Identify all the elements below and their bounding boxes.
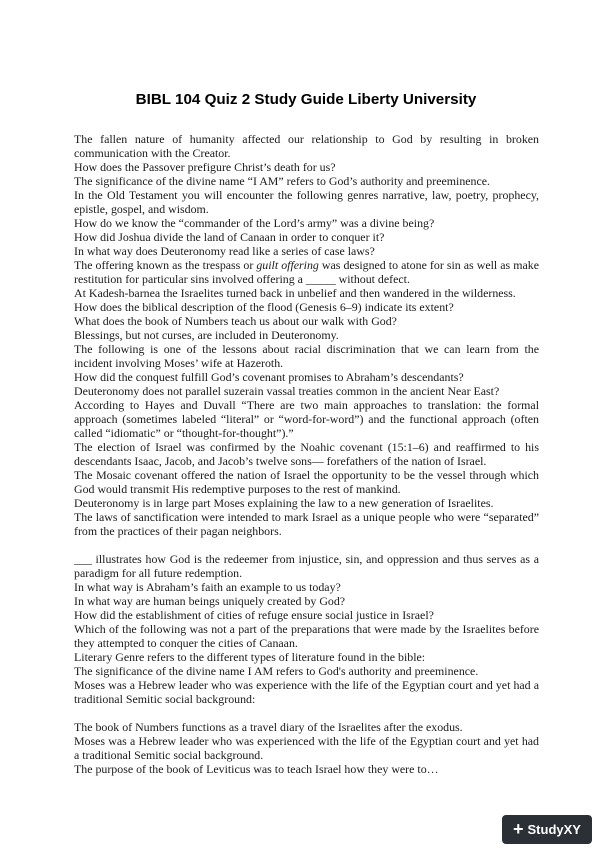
text-line: The fallen nature of humanity affected our relationship to God by resulting in broken communication with the Creator. <box>74 132 539 160</box>
badge-label: StudyXY <box>527 822 581 837</box>
text-line: In the Old Testament you will encounter the following genres narrative, law, poetry, prophecy, epistle, gospel, and wisdom. <box>74 188 539 216</box>
study-guide-body <box>74 132 539 776</box>
offering-before: The offering known as the trespass or <box>74 258 257 272</box>
text-line: In what way is Abraham’s faith an example to us today? <box>74 580 341 594</box>
document-title: BIBL 104 Quiz 2 Study Guide Liberty University <box>135 91 477 108</box>
text-line: Which of the following was not a part of the preparations that were made by the Israelites before they attempted to conquer the cities of Canaan. <box>74 622 539 650</box>
text-line: Deuteronomy does not parallel suzerain vassal treaties common in the ancient Near East? <box>74 384 500 398</box>
text-line: Deuteronomy is in large part Moses explaining the law to a new generation of Israelites. <box>74 496 494 510</box>
text-line: Moses was a Hebrew leader who was experienced with the life of the Egyptian court and yet had a traditional Semitic social background. <box>74 734 539 762</box>
text-line: In what way does Deuteronomy read like a series of case laws? <box>74 244 375 258</box>
text-line: Moses was a Hebrew leader who was experience with the life of the Egyptian court and yet had a traditional Semitic social background: <box>74 678 539 706</box>
text-line: The significance of the divine name “I AM” refers to God’s authority and preeminence. <box>74 174 491 188</box>
offering-line <box>74 258 539 286</box>
text-line: The significance of the divine name I AM refers to God's authority and preeminence. <box>74 664 479 678</box>
text-line: The election of Israel was confirmed by the Noahic covenant (15:1–6) and reaffirmed to his descendants Isaac, Jacob, and Jacob’s twelve sons— forefathers of the nation of Israel. <box>74 440 539 468</box>
text-line: How did the establishment of cities of refuge ensure social justice in Israel? <box>74 608 434 622</box>
text-line: How does the Passover prefigure Christ’s death for us? <box>74 160 336 174</box>
text-line: How does the biblical description of the flood (Genesis 6–9) indicate its extent? <box>74 300 454 314</box>
text-line: How did the conquest fulfill God’s covenant promises to Abraham’s descendants? <box>74 370 464 384</box>
text-line: Literary Genre refers to the different types of literature found in the bible: <box>74 650 426 664</box>
text-line: According to Hayes and Duvall “There are two main approaches to translation: the formal approach (sometimes labeled “literal” or “word-for-word”) and the functional approach (often called “idiomatic” or “thought-for-thought”).” <box>74 398 539 440</box>
text-line: The following is one of the lessons about racial discrimination that we can learn from the incident involving Moses’ wife at Hazeroth. <box>74 342 539 370</box>
text-line: ___ illustrates how God is the redeemer from injustice, sin, and oppression and thus serves as a paradigm for all future redemption. <box>74 552 539 580</box>
text-line: In what way are human beings uniquely created by God? <box>74 594 346 608</box>
plus-icon: + <box>513 818 524 839</box>
text-line: What does the book of Numbers teach us about our walk with God? <box>74 314 397 328</box>
text-line: The book of Numbers functions as a travel diary of the Israelites after the exodus. <box>74 720 463 734</box>
studyxy-badge[interactable] <box>502 815 592 844</box>
text-line: The purpose of the book of Leviticus was to teach Israel how they were to… <box>74 762 439 776</box>
text-line: Blessings, but not curses, are included in Deuteronomy. <box>74 328 339 342</box>
text-line: The Mosaic covenant offered the nation of Israel the opportunity to be the vessel through which God would transmit His redemptive purposes to the rest of mankind. <box>74 468 539 496</box>
text-line: How do we know the “commander of the Lord’s army” was a divine being? <box>74 216 435 230</box>
offering-after: was designed to atone for sin as well as make restitution for particular sins involved offering a _____ without defect. <box>74 258 539 286</box>
text-line: The laws of sanctification were intended to mark Israel as a unique people who were “separated” from the practices of their pagan neighbors. <box>74 510 539 538</box>
offering-italic: guilt offering <box>256 258 319 272</box>
text-line: At Kadesh-barnea the Israelites turned back in unbelief and then wandered in the wilderness. <box>74 286 516 300</box>
text-line: How did Joshua divide the land of Canaan in order to conquer it? <box>74 230 385 244</box>
